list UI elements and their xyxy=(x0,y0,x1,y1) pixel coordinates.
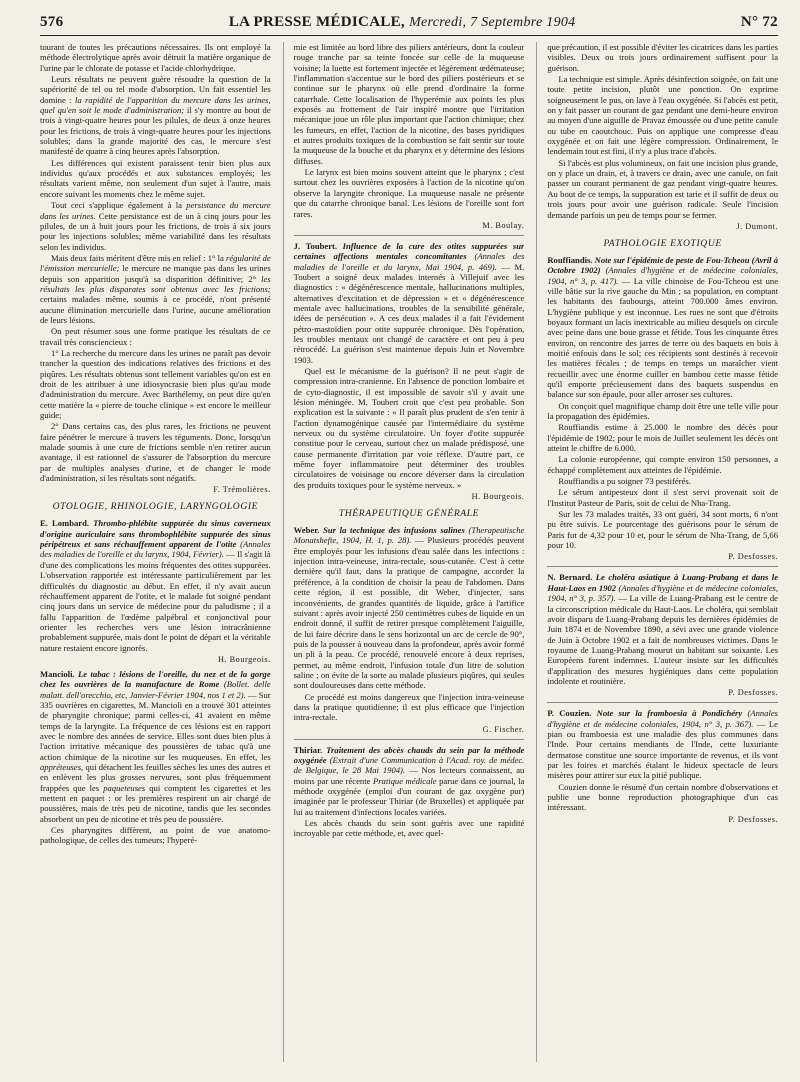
source: (Therapeutische Monatshefte, 1904, H. 1, p. 28). xyxy=(293,525,525,546)
paragraph: On conçoit quel magnifique champ doit être une telle ville pour la propagation des épidémies. xyxy=(547,400,778,421)
text: il s'y montre au bout de trois à vingt-quatre heures pour les pilules, de deux à onze heures pour les frictions, de trois à vingt-quatre heures pour les injections solubles; dans la grande majorité des cas, le mercure s'est manifesté de quatre à cinq heures après l'absorption. xyxy=(40,105,271,157)
article-title: Sur la technique des infusions salines xyxy=(319,525,465,536)
paragraph: Le larynx est bien moins souvent atteint que le pharynx ; c'est surtout chez les ouvrières exposées à l'action de la nicotine qu'on observe la laryngite chronique. La muqueuse nasale ne présente que du catarrhe chronique banal. Les lésions de l'oreille sont fort rares. xyxy=(293,167,525,219)
paragraph: tourant de toutes les précautions nécessaires. Ils ont employé la méthode électrolytique après avoir détruit la matière organique de l'urine par le chlorate de potasse et l'acide chlorhydrique. xyxy=(40,42,271,73)
abstract xyxy=(40,669,271,824)
text: le mercure ne manque pas dans les urines depuis son apparition jusqu'à sa disparition définitive; 2° xyxy=(40,263,271,284)
emphasis: la rapidité de l'apparition du mercure dans les urines, quel qu'en soit le mode d'administration; xyxy=(40,94,271,116)
section-heading: THÉRAPEUTIQUE GÉNÉRALE xyxy=(338,508,480,520)
paragraph: Ces pharyngites diffèrent, au point de vue anatomo-pathologique, de celles des tumeurs; l'hyperé- xyxy=(40,825,271,846)
journal-title: LA PRESSE MÉDICALE, xyxy=(228,14,405,30)
page-number: 576 xyxy=(40,14,64,30)
paragraph: Les différences qui existent paraissent tenir bien plus aux individus qu'aux procédés et aux substances employés; les résultats varient même, non seulement d'un sujet à l'autre, mais encore suivant les moments chez le même sujet. xyxy=(40,157,271,199)
paragraph: Le sérum antipesteux dont il s'est servi provenait soit de l'Institut Pasteur de Paris, soit de celui de Nha-Trang. xyxy=(547,487,778,508)
paragraph: Couzien donne le résumé d'un certain nombre d'observations et publie une bonne reproduction photographique d'un cas intéressant. xyxy=(547,781,778,813)
article-title: Influence de la cure des otites suppurées sur certaines affections mentales concomitantes xyxy=(293,240,525,262)
divider xyxy=(294,739,525,740)
abstract xyxy=(294,745,525,817)
text: — Le pian ou framboesia est une maladie des plus communes dans l'Inde. Pour certains mendiants de l'Inde, cette luxuriante dermatose constitue une source importante de revenus, et ils vont par les foires et marchés étalant le hideux spectacle de leurs misères pour attirer sur eux la pitié publique. xyxy=(547,718,778,781)
source: (Bollet. delle malatt. dell'orecchio, etc, Janvier-Février 1904, nos 1 et 2). xyxy=(40,679,271,700)
emphasis: les résultats les plus disparates sont obtenus avec les frictions; xyxy=(40,273,271,294)
paragraph: Les abcès chauds du sein sont guéris avec une rapidité incroyable par cette méthode, et, avec quel- xyxy=(293,818,525,839)
paragraph: que précaution, il est possible d'éviter les cicatrices dans les parties visibles. Deux ou trois jours ordinairement suffisent pour la guérison. xyxy=(547,42,778,73)
abstract xyxy=(294,525,525,691)
abstract xyxy=(294,241,525,365)
column-3 xyxy=(536,42,778,1062)
article-title: Note sur la framboesia à Pondichéry xyxy=(591,708,743,719)
author: N. Bernard. xyxy=(547,572,593,583)
abstract xyxy=(40,518,271,652)
emphasis: régularité de l'émission mercurielle; xyxy=(40,252,271,274)
abstract xyxy=(547,255,778,400)
paragraph xyxy=(40,253,271,325)
issue-date: Mercredi, 7 Septembre 1904 xyxy=(409,15,576,30)
signature: M. Boulay. xyxy=(482,220,525,230)
article-title: Note sur l'épidémie de peste de Fou-Tcheou (Avril à Octobre 1902) xyxy=(547,254,778,276)
paragraph: Si l'abcès est plus volumineux, on fait une incision plus grande, on y place un drain, et, à travers ce drain, avec une canule, on fait passer un courant permanent de gaz pendant vingt-quatre heures. Au bout de ce temps, la suppuration est tarie et il suffit de deux ou trois jours pour avoir une guérison radicale. Seule l'incision demande parfois un peu de temps pour se fermer. xyxy=(547,157,778,220)
signature: P. Desfosses. xyxy=(728,552,778,562)
source: (Extrait d'une Communication à l'Acad. roy. de médec. de Belgique, le 28 Mai 1904). xyxy=(293,754,525,776)
text: parue dans ce journal, la méthode oxygénée (emploi d'un courant de gaz oxygène pur) imaginée par le professeur Thiriar (de Bruxelles) et appliquée par lui au traitement d'infections locales variées. xyxy=(293,775,525,817)
signature: P. Desfosses. xyxy=(728,688,778,698)
paragraph: La colonie européenne, qui compte environ 150 personnes, a échappé complètement aux atteintes de l'épidémie. xyxy=(547,454,778,475)
section-heading: PATHOLOGIE EXOTIQUE xyxy=(603,237,722,249)
abstract xyxy=(547,708,778,780)
text: Tout ceci s'applique également à la xyxy=(51,200,187,211)
paragraph: Sur les 73 malades traités, 33 ont guéri, 34 sont morts, 6 n'ont pu être suivis. Le pourcentage des guérisons pour le sérum de Paris fut de 4,32 pour 10 et, pour le sérum de Nha-Trang, de 5,66 pour 10. xyxy=(547,509,778,551)
author: Weber. xyxy=(293,525,320,536)
emphasis: appréteuses, xyxy=(40,762,84,772)
paragraph: 1° La recherche du mercure dans les urines ne paraît pas devoir trancher la question des indications relatives des frictions et des piqûres. Les résultats obtenus sont tellement variables qu'on est en droit de les attribuer à une idiosyncrasie bien plus qu'au mode d'administration du mercure. Avec Barthélemy, on peut dire qu'en cette matière la « pierre de touche clinique » est encore le meilleur guide; xyxy=(40,347,271,421)
text: — Sur 335 ouvrières en cigarettes, M. Mancioli en a trouvé 301 atteintes de pharyngite chronique; parmi celles-ci, 41 avaient en même temps de la laryngite. La fréquence de ces lésions est en rapport avec le nombre des années de service. Elles sont dues bien plus à l'action irritative mécanique des poussières de tabac qu'à une action chimique de la nicotine sur les muqueuses. En effet, les xyxy=(40,689,271,762)
author: E. Lombard. xyxy=(40,518,90,529)
divider xyxy=(294,235,525,236)
section-heading: OTOLOGIE, RHINOLOGIE, LARYNGOLOGIE xyxy=(52,501,259,513)
paragraph: Rouffiandis estime à 25.000 le nombre des décès pour l'épidémie de 1902; pour le mois de Juillet seulement les décès ont atteint le chiffre de 6.000. xyxy=(547,422,778,454)
source: (Annales des maladies de l'oreille et du larynx, 1904, Février). xyxy=(40,539,271,560)
text: — Plusieurs procédés peuvent être employés pour les infusions d'eau salée dans les infections : injection intra-veineuse, intra-rectale, sous-cutanée. C'est à cette dernière qu'il faut, dans la pratique de campagne, accorder la préférence, à la condition de choisir la peau de l'abdomen. Dans cette région, il est possible, dit Weber, d'injecter, sans inconvénients, de grandes quantités de liquide, grâce à l'artifice suivant : après avoir injecté 250 centimètres cubes de liquide en un endroit donné, il suffit de retirer presque complètement l'aiguille, de lui faire décrire dans le sens horizontal un arc de cercle de 90°, puis de la pousser à nouveau dans la profondeur, après avoir formé un pli à la peau. Ce procédé, renouvelé encore à deux reprises, permet, au même endroit, l'infusion totale d'un litre de solution saline ; on évite de la sorte au malade plusieurs piqûres, qui seules sont douloureuses dans cette méthode. xyxy=(293,535,525,691)
paragraph xyxy=(40,200,271,252)
text: Mais deux faits méritent d'être mis en relief : 1° la xyxy=(51,252,226,263)
signature: F. Trémolières. xyxy=(213,485,271,495)
journal-masthead xyxy=(229,14,576,31)
issue-number: N° 72 xyxy=(740,14,778,30)
paragraph: 2° Dans certains cas, des plus rares, les frictions ne peuvent faire pénétrer le mercure à travers les téguments. Donc, lorsqu'un malade soumis à une cure de frictions semble n'en retirer aucun avantage, il est rationnel de s'assurer de l'absorption du mercure par de multiples analyses d'urine, et de changer le mode d'administration, si les résultats sont négatifs. xyxy=(40,421,271,484)
paragraph: La technique est simple. Après désinfection soignée, on fait une toute petite incision, plutôt une ponction. On exprime soigneusement le pus, on lave à l'eau oxygénée. Si l'abcès est petit, on y fait passer un courant de gaz pendant une demi-heure environ au moyen d'une aiguille de Pravaz émoussée ou d'une petite canule ou tube en caoutchouc. Puis on applique une compresse d'eau oxygénée et on fait une légère compression. Ordinairement, le lendemain tout est fini, il n'y a plus trace d'abcès. xyxy=(547,74,778,157)
signature: G. Fischer. xyxy=(482,724,525,734)
author: P. Couzien. xyxy=(547,708,592,719)
source: (Annales des maladies de l'oreille et du larynx, Mai 1904, p. 469). xyxy=(293,251,525,272)
author: Mancioli. xyxy=(40,668,75,679)
columns xyxy=(40,42,778,1062)
paragraph: On peut résumer sous une forme pratique les résultats de ce travail très consciencieux : xyxy=(40,326,271,347)
source: (Annales d'hygiène et de médecine coloniales, 1904, n° 3, p. 357). xyxy=(547,582,778,604)
author: J. Toubert. xyxy=(293,240,338,251)
paragraph: Quel est le mécanisme de la guérison? Il ne peut s'agir de compression intra-cranienne. En l'absence de ponction lombaire et de cyto-diagnostic, il est impossible de savoir s'il y avait une lésion méningée. M. Toubert croit que c'est peu probable. Son explication est la suivante : « Il paraît plus prudent de s'en tenir à l'action dynamogénique causée par l'intermédiaire du système nerveux ou du système circulatoire. Un foyer d'otite suppurée constitue pour le cerveau, surtout chez un malade prédisposé, une cause permanente d'irritation par voie réflexe. D'autre part, ce même foyer inflammatoire peut déterminer des troubles circulatoires de voisinage ou encore déverser dans la circulation des produits toxiques pour le système nerveux. » xyxy=(293,365,525,490)
paragraph: Ce procédé est moins dangereux que l'injection intra-veineuse dans la pratique quotidienne; il est plus efficace que l'injection intra-rectale. xyxy=(293,691,525,723)
signature: P. Desfosses. xyxy=(728,814,778,824)
text: Cette persistance est de un à cinq jours pour les pilules, de un à huit jours pour les frictions, de trois à six jours pour les injections solubles; même variabilité dans les résultats selon les individus. xyxy=(40,210,271,252)
text: qui détachent les feuilles sèches les unes des autres et en enlèvent les plus grosses nervures, sont plus fréquemment frappées que les xyxy=(40,762,271,793)
source: (Annales d'hygiène et de médecine coloniales, 1904, n° 3, p. 367). xyxy=(547,708,778,729)
column-1 xyxy=(40,42,271,1062)
article-title: Le tabac : lésions de l'oreille, du nez et de la gorge chez les ouvrières de la manufacture de Rome xyxy=(40,668,271,690)
text: — La ville de Luang-Prabang est le centre de la circonscription médicale du Haut-Laos. Le choléra, qui semblait avoir disparu de Luang-Prabang depuis les dernières épidémies de Juin 1874 et de Novembre 1890, a sévi avec une grande violence de Juin à Octobre 1902 et a fait de nombreuses victimes. Dans le royaume de Luang-Prabang mourut un habitant sur soixante. Les Européens furent indemnes. L'auteur insiste sur les difficultés d'application des mesures hygiéniques dans cette population indolente et routinière. xyxy=(547,593,778,686)
signature: J. Dumont. xyxy=(736,221,778,231)
emphasis: paqueteuses xyxy=(103,782,146,793)
article-title: Le choléra asiatique à Luang-Prabang et dans le Haut-Laos en 1902 xyxy=(547,572,778,593)
author: Rouffiandis. xyxy=(547,254,593,265)
signature: H. Bourgeois. xyxy=(218,654,271,664)
column-2 xyxy=(283,42,525,1062)
text: certains malades même, soumis à ce procédé, n'ont présenté aucune élimination mercurielle dans l'urine, aucune amélioration de leurs lésions. xyxy=(40,294,271,325)
paragraph: Rouffiandis a pu soigner 73 pestiférés. xyxy=(558,476,691,487)
text: — La ville chinoise de Fou-Tcheou est une ville bâtie sur la rive gauche du Min ; sa population, en comptant les habitants des faubourgs, atteint 700.000 âmes environ. L'hygiène publique y est inconnue. Les rues ne sont que d'étroits boyaux formant un lacis inextricable au milieu desquels on circule avec peine dans une boue grasse et fétide. Tous les cinquante êtres environ, on rencontre des jarres de terre ou des baquets en bois à moitié enfouis dans le sol; ces récipients sont destinés à recevoir les matières fécales ; de temps en temps un maraîcher vient recueillir avec une énorme cuiller en bambou cette masse fétide qu'il emporte précieusement dans des baquets suspendus en balance sur son épaule, pour aller arroser ses cultures. xyxy=(547,275,778,400)
divider xyxy=(547,566,778,567)
text: qui comptent les cigarettes et les mettent en paquet : or les premières respirent un air chargé de poussières, mais de très peu de nicotine, tandis que les secondes absorbent un peu de nicotine et très peu de poussière. xyxy=(40,782,271,824)
text: — M. Toubert a soigné deux malades internés à Villejuif avec les diagnostics : « dégénérescence mentale, hallucinations multiples, alternatives d'excitation et de dépression » et « dégénérescence mentale avec hallucinations, troubles de la sensibilité générale, idées de persécution ». A ces deux malades il a fait l'évidement pétro-mastoïdien pour otite suppurée chronique. Dès l'opération, les troubles mentaux ont changé de caractère et ont peu à peu rétrocédé. La guérison s'est maintenue depuis Juin et Novembre 1903. xyxy=(293,261,525,365)
author: Thiriar. xyxy=(293,744,323,755)
divider xyxy=(547,702,778,703)
abstract xyxy=(547,572,778,686)
text: — Il s'agit là d'une des complications les moins fréquentes des otites suppurées. L'observation rapportée est intéressante particulièrement par les difficultés du diagnostic au début. En effet, il n'y avait aucun réchauffement apparent de l'otite, et le malade fut soigné pendant cinq jours dans un service de médecine pour du paludisme ; il a fallu l'apparition de l'œdème palpébral et conjonctival pour orienter les recherches vers une lésion intracrânienne probablement suppurée, mais dont le point de départ et la véritable nature restaient encore ignorés. xyxy=(40,549,271,653)
paragraph: mie est limitée au bord libre des piliers antérieurs, dont la couleur rouge tranche par sa teinte foncée sur celle de la muqueuse voisine; la luette est fortement injectée et légèrement œdémateuse; l'inflammation s'accentue sur le bord des piliers postérieurs et se continue sur le pharynx où elle prend d'ordinaire la forme catarrhale. Cette localisation de l'hyperémie aux points les plus exposés au frottement de l'air inspiré montre que l'irritation mécanique joue un rôle plus important que l'action chimique; chez les fumeurs, en effet, l'action de la nicotine, des bases pyridiques et autres produits toxiques de la combustion se fait sentir sur toute la muqueuse de la bouche et du pharynx et y détermine des lésions diffuses. xyxy=(293,42,525,166)
article-title: Traitement des abcès chauds du sein par la méthode oxygénée xyxy=(293,744,525,765)
article-title: Thrombo-phlébite suppurée du sinus caverneux d'origine auriculaire sans thrombophlébite suppurée des sinus péripétreux et sans réchauffement apparent de l'otite xyxy=(40,518,271,550)
source: (Annales d'hygiène et de médecine coloniales, 1904, n° 3, p. 417). xyxy=(547,265,778,286)
paragraph xyxy=(40,74,271,157)
signature: H. Bourgeois. xyxy=(471,492,525,502)
page-header xyxy=(40,14,778,36)
text: Leurs résultats ne peuvent guère résoudre la question de la supériorité de tel ou tel mode d'absorption. Un fait essentiel les domine : xyxy=(40,74,271,105)
emphasis: Pratique médicale xyxy=(372,775,437,786)
text: — Nos lecteurs connaissent, au moins par une récente xyxy=(293,765,525,786)
emphasis: persistance du mercure dans les urines. xyxy=(40,200,271,221)
